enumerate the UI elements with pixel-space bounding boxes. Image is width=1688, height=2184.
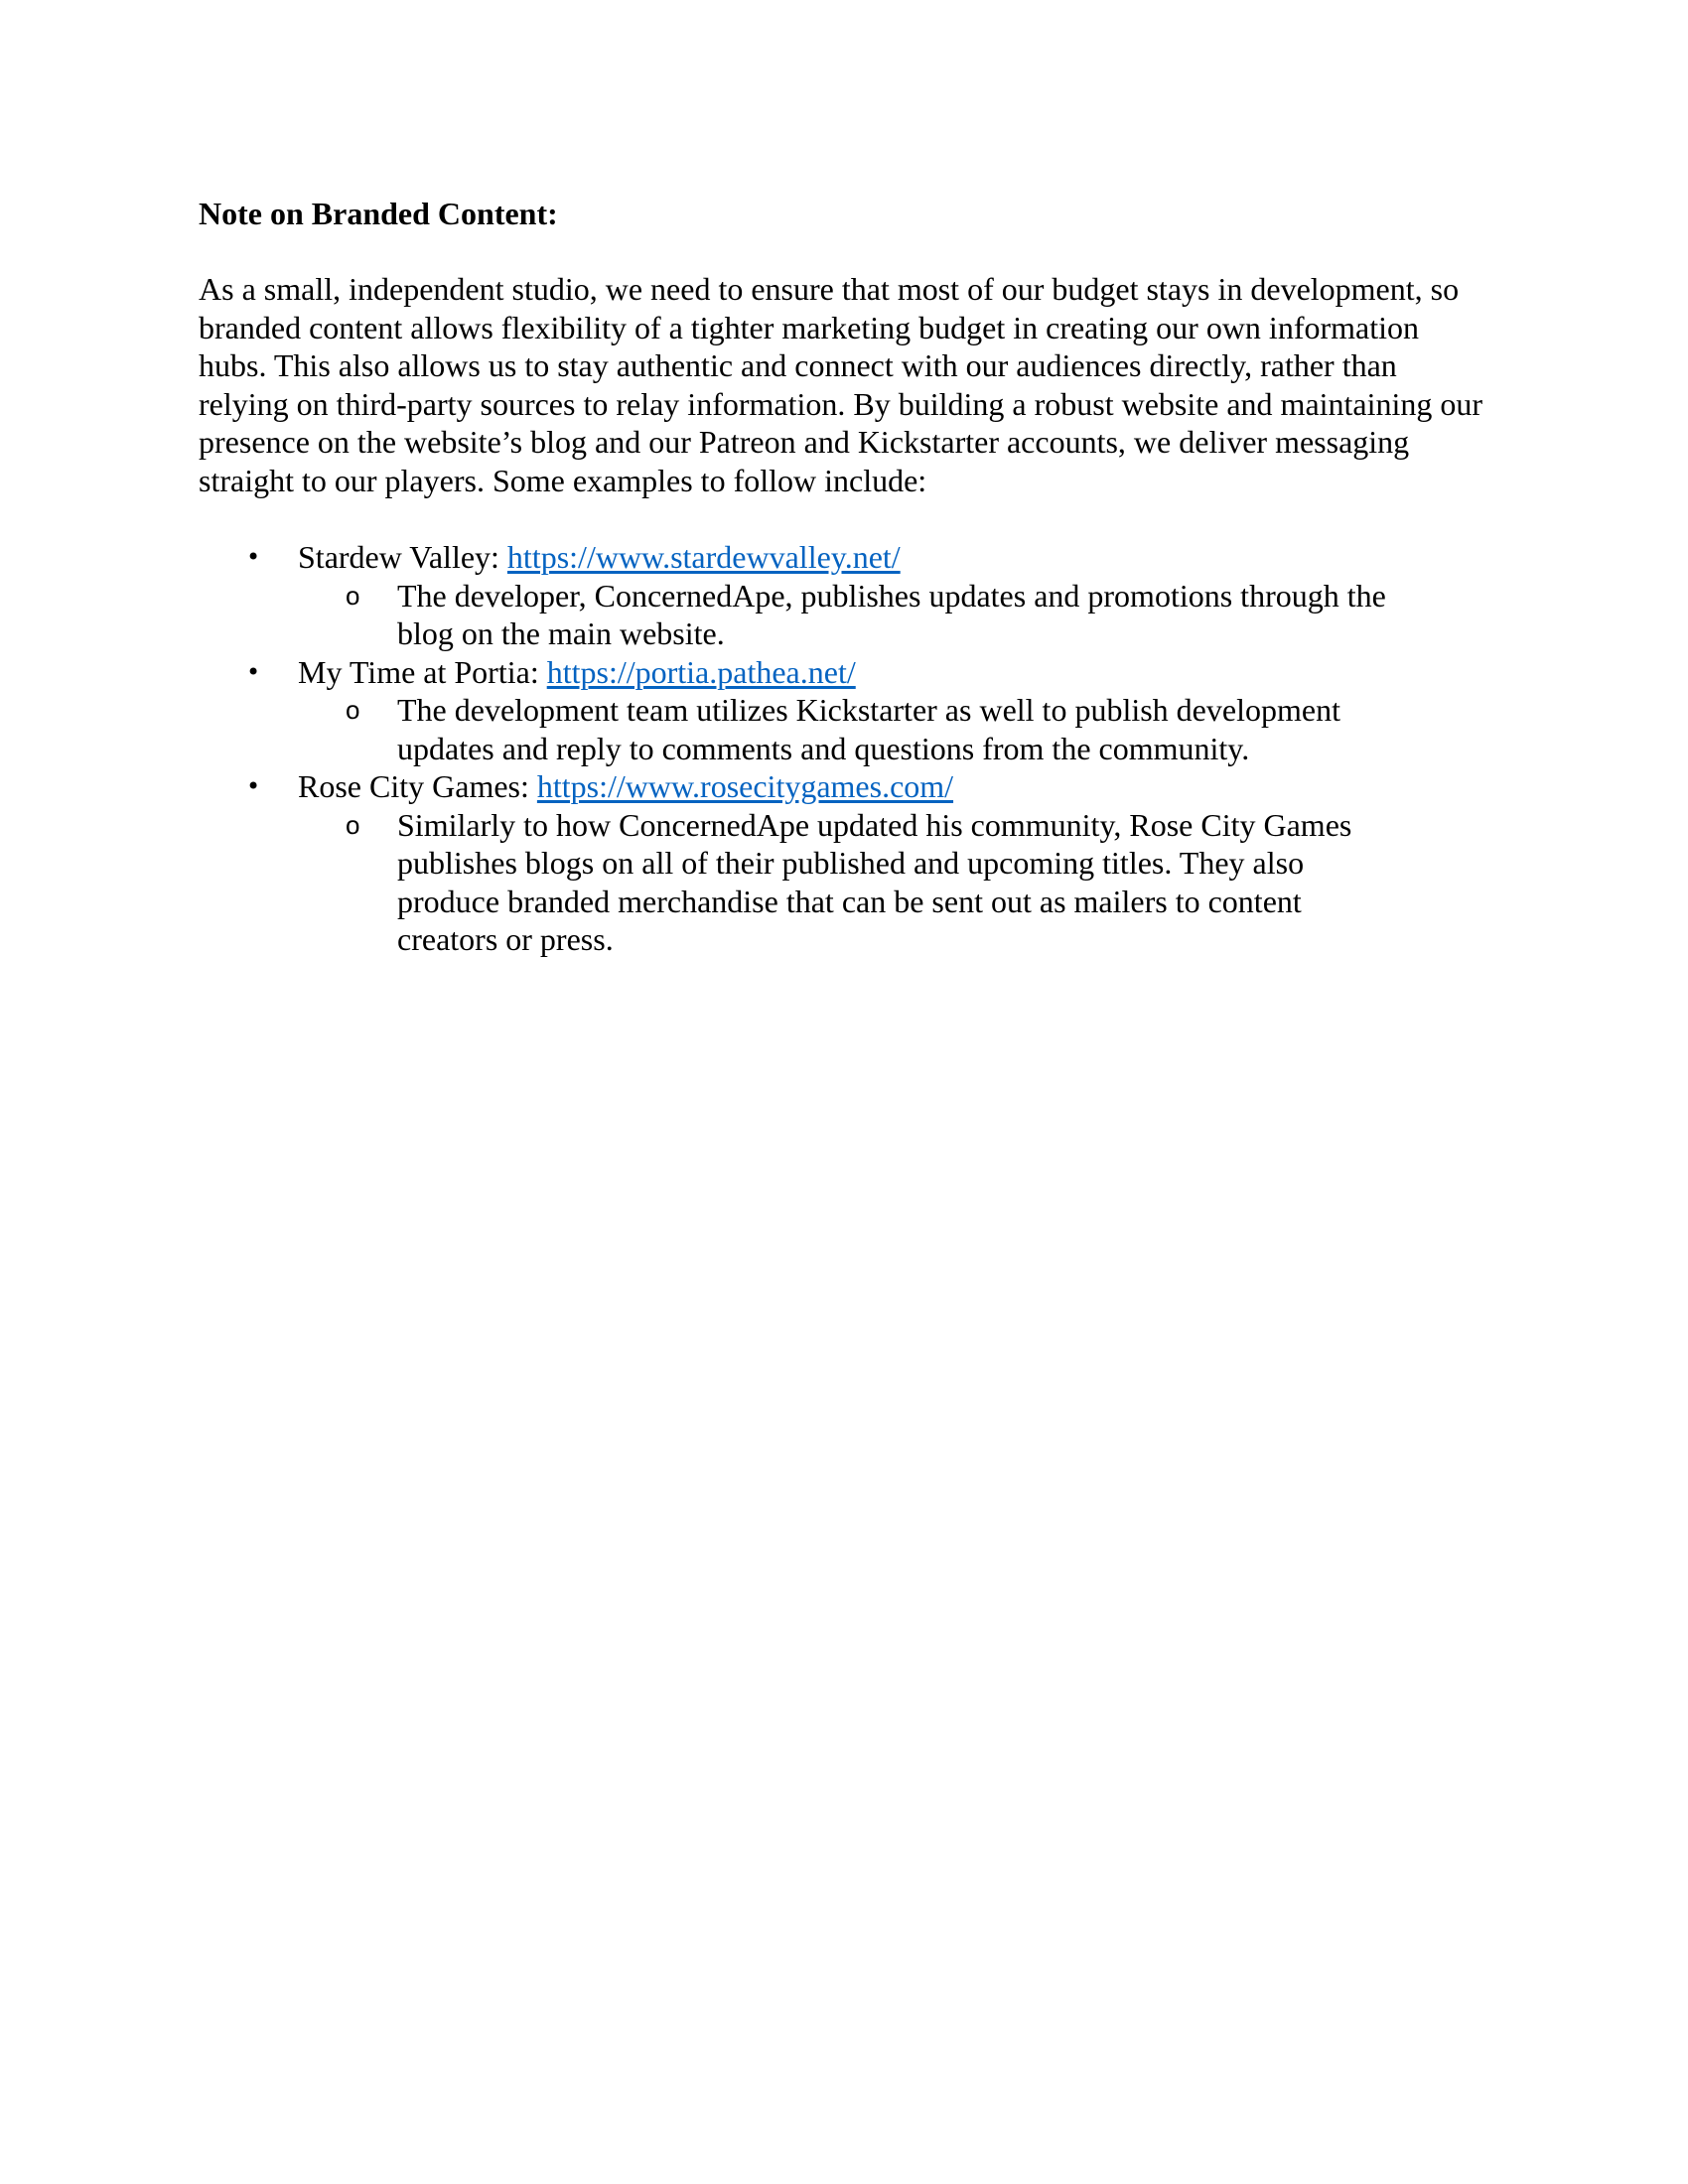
circle-bullet-icon: o xyxy=(346,695,360,725)
sub-item-wrap xyxy=(346,691,1400,767)
bullet-icon: • xyxy=(246,772,261,800)
list-item-rose-city-games xyxy=(199,767,1499,959)
sub-item-wrap xyxy=(346,806,1400,959)
circle-bullet-icon: o xyxy=(346,809,360,840)
example-detail: Similarly to how ConcernedApe updated his community, Rose City Games publishes blogs on all of their published and upcoming titles. They also produce branded merchandise that can be sent out as mailers to content creators or press. xyxy=(397,806,1352,957)
example-link[interactable]: https://portia.pathea.net/ xyxy=(546,653,856,690)
list-item-stardew-valley xyxy=(199,538,1499,653)
sub-list xyxy=(298,806,1499,959)
document-page xyxy=(199,195,1499,959)
bullet-icon: • xyxy=(246,543,261,571)
sub-list-item xyxy=(298,691,1400,767)
example-link[interactable]: https://www.rosecitygames.com/ xyxy=(536,768,954,804)
sub-list-item xyxy=(298,577,1400,653)
sub-list xyxy=(298,691,1499,767)
example-label: Stardew Valley: xyxy=(298,539,507,575)
sub-item-wrap xyxy=(346,577,1400,653)
bullet-icon: • xyxy=(246,657,261,686)
example-label: Rose City Games: xyxy=(298,768,537,804)
example-label: My Time at Portia: xyxy=(298,653,547,690)
example-detail: The development team utilizes Kickstarter as well to publish development updates and reply to comments and questions from the community. xyxy=(397,692,1340,766)
example-detail: The developer, ConcernedApe, publishes updates and promotions through the blog on the main website. xyxy=(397,577,1386,651)
sub-list xyxy=(298,577,1499,653)
intro-paragraph: As a small, independent studio, we need to ensure that most of our budget stays in development, so branded content allows flexibility of a tighter marketing budget in creating our own information hubs. This also allows us to stay authentic and connect with our audiences directly, rather than relying on third-party sources to relay information. By building a robust website and maintaining our presence on the website’s blog and our Patreon and Kickstarter accounts, we deliver messaging straight to our players. Some examples to follow include: xyxy=(199,271,1483,498)
section-heading: Note on Branded Content: xyxy=(199,196,558,231)
example-link[interactable]: https://www.stardewvalley.net/ xyxy=(506,539,901,575)
circle-bullet-icon: o xyxy=(346,580,360,611)
examples-list xyxy=(199,538,1499,959)
sub-list-item xyxy=(298,806,1400,959)
list-item-my-time-at-portia xyxy=(199,653,1499,768)
